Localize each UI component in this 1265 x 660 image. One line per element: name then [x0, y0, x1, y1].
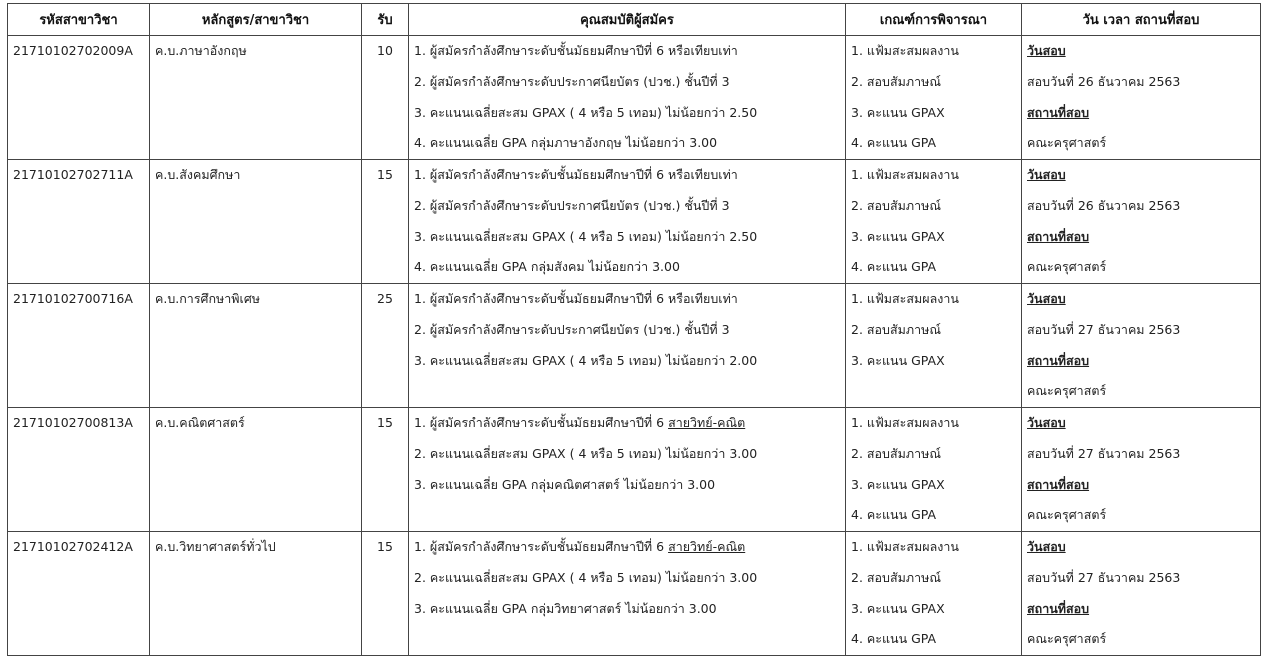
program-name-cell [150, 36, 362, 160]
seats-count: 15 [377, 415, 393, 430]
program-name: ค.บ.สังคมศึกษา [155, 167, 241, 182]
qualification-line: 2. ผู้สมัครกำลังศึกษาระดับประกาศนียบัตร (ปวช.) ชั้นปีที่ 3 [414, 197, 730, 213]
table-row [8, 160, 1261, 284]
program-code: 21710102700813A [13, 415, 133, 430]
criteria-line: 3. คะแนน GPAX [851, 476, 945, 492]
exam-place: คณะครุศาสตร์ [1027, 135, 1107, 151]
program-name-cell [150, 284, 362, 408]
qualifications-cell [409, 36, 846, 160]
criteria-line: 1. แฟ้มสะสมผลงาน [851, 415, 959, 430]
criteria-line: 1. แฟ้มสะสมผลงาน [851, 539, 959, 554]
criteria-line: 2. สอบสัมภาษณ์ [851, 321, 941, 337]
criteria-cell [846, 36, 1022, 160]
exam-cell [1022, 284, 1261, 408]
exam-place: คณะครุศาสตร์ [1027, 383, 1107, 399]
qualification-line: 2. คะแนนเฉลี่ยสะสม GPAX ( 4 หรือ 5 เทอม) ไม่น้อยกว่า 3.00 [414, 445, 758, 461]
exam-date-heading: วันสอบ [1027, 43, 1066, 58]
qualification-line: 4. คะแนนเฉลี่ย GPA กลุ่มภาษาอังกฤษ ไม่น้อยกว่า 3.00 [414, 135, 718, 151]
qualification-line: 3. คะแนนเฉลี่ย GPA กลุ่มวิทยาศาสตร์ ไม่น้อยกว่า 3.00 [414, 600, 717, 616]
criteria-line: 4. คะแนน GPA [851, 507, 937, 523]
criteria-cell [846, 408, 1022, 532]
program-name: ค.บ.คณิตศาสตร์ [155, 415, 245, 430]
table-row [8, 284, 1261, 408]
qualifications-cell [409, 160, 846, 284]
program-name-cell [150, 408, 362, 532]
program-code-cell [8, 532, 150, 656]
header-qualifications: คุณสมบัติผู้สมัคร [409, 4, 846, 36]
exam-place-heading: สถานที่สอบ [1027, 104, 1090, 120]
exam-place: คณะครุศาสตร์ [1027, 631, 1107, 647]
criteria-line: 3. คะแนน GPAX [851, 352, 945, 368]
criteria-line: 4. คะแนน GPA [851, 631, 937, 647]
qualifications-cell [409, 408, 846, 532]
exam-date: สอบวันที่ 26 ธันวาคม 2563 [1027, 73, 1181, 89]
program-code: 21710102702412A [13, 539, 133, 554]
header-seats: รับ [362, 4, 409, 36]
criteria-line: 3. คะแนน GPAX [851, 600, 945, 616]
qualification-line: 1. ผู้สมัครกำลังศึกษาระดับชั้นมัธยมศึกษาปีที่ 6 หรือเทียบเท่า [414, 43, 738, 58]
admissions-table [7, 3, 1261, 656]
program-code: 21710102702009A [13, 43, 133, 58]
exam-place-heading: สถานที่สอบ [1027, 600, 1090, 616]
exam-date-heading: วันสอบ [1027, 291, 1066, 306]
qualification-line: 1. ผู้สมัครกำลังศึกษาระดับชั้นมัธยมศึกษาปีที่ 6 สายวิทย์-คณิต [414, 415, 746, 430]
exam-place: คณะครุศาสตร์ [1027, 259, 1107, 275]
qualification-line: 2. ผู้สมัครกำลังศึกษาระดับประกาศนียบัตร (ปวช.) ชั้นปีที่ 3 [414, 321, 730, 337]
qualification-line: 3. คะแนนเฉลี่ยสะสม GPAX ( 4 หรือ 5 เทอม) ไม่น้อยกว่า 2.50 [414, 104, 758, 120]
criteria-line: 2. สอบสัมภาษณ์ [851, 197, 941, 213]
seats-cell [362, 284, 409, 408]
criteria-line: 2. สอบสัมภาษณ์ [851, 569, 941, 585]
exam-place-heading: สถานที่สอบ [1027, 352, 1090, 368]
exam-place-heading: สถานที่สอบ [1027, 228, 1090, 244]
qualification-line: 2. คะแนนเฉลี่ยสะสม GPAX ( 4 หรือ 5 เทอม) ไม่น้อยกว่า 3.00 [414, 569, 758, 585]
qualification-line: 2. ผู้สมัครกำลังศึกษาระดับประกาศนียบัตร (ปวช.) ชั้นปีที่ 3 [414, 73, 730, 89]
table-header-row [8, 4, 1261, 36]
program-code: 21710102702711A [13, 167, 133, 182]
program-code-cell [8, 160, 150, 284]
exam-date: สอบวันที่ 27 ธันวาคม 2563 [1027, 569, 1181, 585]
program-name: ค.บ.ภาษาอังกฤษ [155, 43, 247, 58]
exam-cell [1022, 532, 1261, 656]
program-code-cell [8, 284, 150, 408]
table-row [8, 408, 1261, 532]
criteria-line: 3. คะแนน GPAX [851, 104, 945, 120]
exam-date: สอบวันที่ 26 ธันวาคม 2563 [1027, 197, 1181, 213]
exam-date: สอบวันที่ 27 ธันวาคม 2563 [1027, 321, 1181, 337]
seats-count: 15 [377, 167, 393, 182]
qualification-line: 3. คะแนนเฉลี่ยสะสม GPAX ( 4 หรือ 5 เทอม) ไม่น้อยกว่า 2.50 [414, 228, 758, 244]
criteria-line: 2. สอบสัมภาษณ์ [851, 445, 941, 461]
seats-count: 10 [377, 43, 393, 58]
program-name: ค.บ.วิทยาศาสตร์ทั่วไป [155, 539, 276, 554]
qualification-line: 1. ผู้สมัครกำลังศึกษาระดับชั้นมัธยมศึกษาปีที่ 6 สายวิทย์-คณิต [414, 539, 746, 554]
exam-cell [1022, 408, 1261, 532]
table-row [8, 532, 1261, 656]
program-code-cell [8, 36, 150, 160]
exam-date-heading: วันสอบ [1027, 415, 1066, 430]
program-name-cell [150, 160, 362, 284]
header-code: รหัสสาขาวิชา [8, 4, 150, 36]
seats-count: 15 [377, 539, 393, 554]
qualification-line: 3. คะแนนเฉลี่ย GPA กลุ่มคณิตศาสตร์ ไม่น้อยกว่า 3.00 [414, 476, 716, 492]
exam-place: คณะครุศาสตร์ [1027, 507, 1107, 523]
criteria-cell [846, 532, 1022, 656]
qualification-line: 4. คะแนนเฉลี่ย GPA กลุ่มสังคม ไม่น้อยกว่า 3.00 [414, 259, 680, 275]
criteria-cell [846, 160, 1022, 284]
exam-date-heading: วันสอบ [1027, 167, 1066, 182]
seats-cell [362, 408, 409, 532]
criteria-line: 1. แฟ้มสะสมผลงาน [851, 291, 959, 306]
exam-place-heading: สถานที่สอบ [1027, 476, 1090, 492]
program-code-cell [8, 408, 150, 532]
qualification-line: 1. ผู้สมัครกำลังศึกษาระดับชั้นมัธยมศึกษาปีที่ 6 หรือเทียบเท่า [414, 291, 738, 306]
exam-cell [1022, 36, 1261, 160]
criteria-line: 4. คะแนน GPA [851, 259, 937, 275]
seats-cell [362, 36, 409, 160]
criteria-line: 2. สอบสัมภาษณ์ [851, 73, 941, 89]
stream-emphasis: สายวิทย์-คณิต [668, 539, 746, 554]
criteria-line: 4. คะแนน GPA [851, 135, 937, 151]
program-code: 21710102700716A [13, 291, 133, 306]
qualification-line: 1. ผู้สมัครกำลังศึกษาระดับชั้นมัธยมศึกษาปีที่ 6 หรือเทียบเท่า [414, 167, 738, 182]
exam-date-heading: วันสอบ [1027, 539, 1066, 554]
criteria-line: 1. แฟ้มสะสมผลงาน [851, 167, 959, 182]
exam-date: สอบวันที่ 27 ธันวาคม 2563 [1027, 445, 1181, 461]
header-criteria: เกณฑ์การพิจารณา [846, 4, 1022, 36]
exam-cell [1022, 160, 1261, 284]
seats-count: 25 [377, 291, 393, 306]
qualifications-cell [409, 532, 846, 656]
table-row [8, 36, 1261, 160]
stream-emphasis: สายวิทย์-คณิต [668, 415, 746, 430]
seats-cell [362, 532, 409, 656]
seats-cell [362, 160, 409, 284]
criteria-cell [846, 284, 1022, 408]
qualifications-cell [409, 284, 846, 408]
criteria-line: 3. คะแนน GPAX [851, 228, 945, 244]
program-name-cell [150, 532, 362, 656]
qualification-line: 3. คะแนนเฉลี่ยสะสม GPAX ( 4 หรือ 5 เทอม) ไม่น้อยกว่า 2.00 [414, 352, 758, 368]
header-exam: วัน เวลา สถานที่สอบ [1022, 4, 1261, 36]
criteria-line: 1. แฟ้มสะสมผลงาน [851, 43, 959, 58]
header-program: หลักสูตร/สาขาวิชา [150, 4, 362, 36]
program-name: ค.บ.การศึกษาพิเศษ [155, 291, 260, 306]
